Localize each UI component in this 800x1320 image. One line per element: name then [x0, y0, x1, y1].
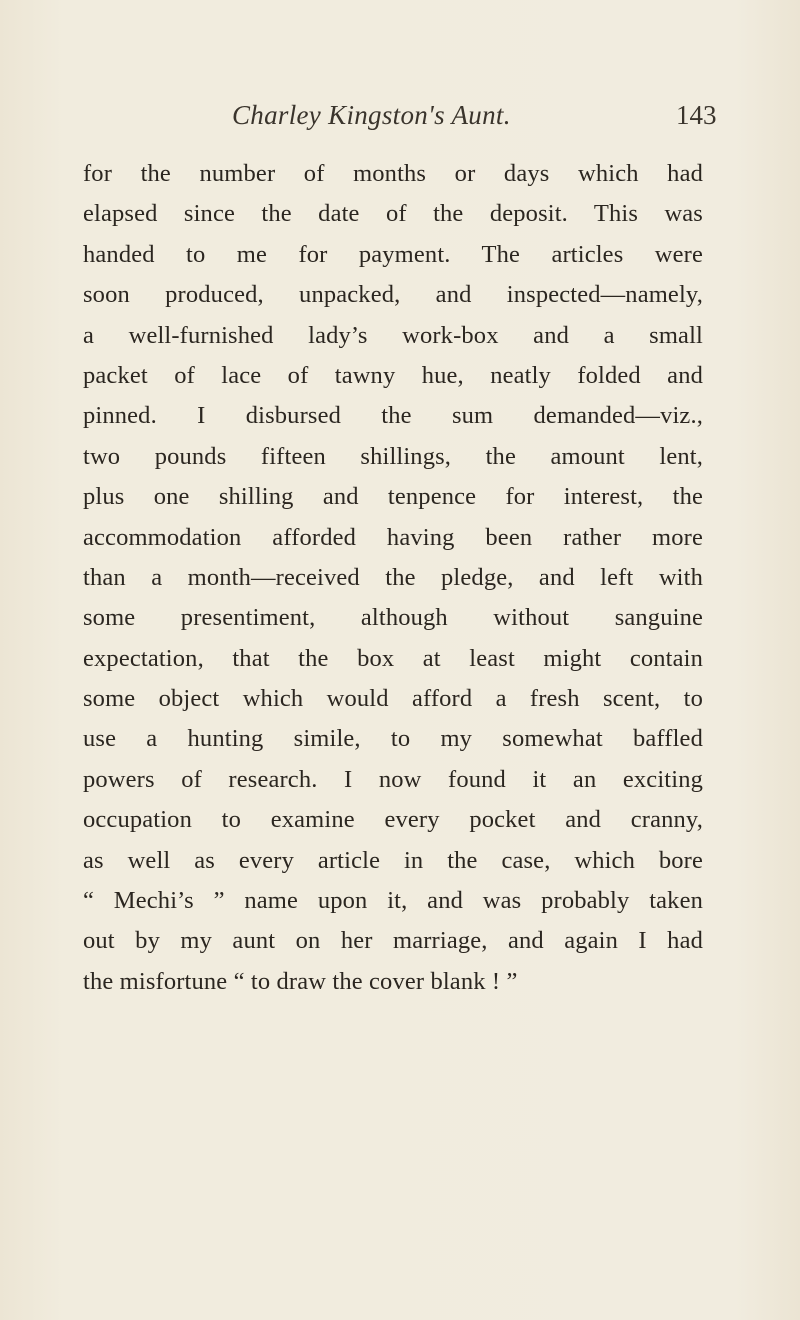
text-line: a well-furnished lady’s work-box and a small	[83, 321, 703, 349]
text-line: use a hunting simile, to my somewhat baffled	[83, 725, 703, 753]
text-line: packet of lace of tawny hue, neatly folded and	[83, 361, 703, 389]
text-line: handed to me for payment. The articles were	[83, 240, 703, 268]
body-text	[83, 154, 703, 1002]
text-line: two pounds fifteen shillings, the amount lent,	[83, 442, 703, 470]
running-title: Charley Kingston's Aunt.	[232, 100, 511, 130]
text-line: elapsed since the date of the deposit. This was	[83, 200, 703, 228]
text-line: occupation to examine every pocket and cranny,	[83, 806, 703, 834]
text-line: some presentiment, although without sanguine	[83, 604, 703, 632]
text-line: accommodation afforded having been rather more	[83, 523, 703, 551]
text-line: pinned. I disbursed the sum demanded—viz.,	[83, 402, 703, 430]
page-number: 143	[676, 100, 717, 130]
text-line: soon produced, unpacked, and inspected—namely,	[83, 281, 703, 309]
text-line: plus one shilling and tenpence for interest, the	[83, 483, 703, 511]
text-line: out by my aunt on her marriage, and again I had	[83, 927, 703, 955]
text-line: expectation, that the box at least might contain	[83, 644, 703, 672]
text-line: as well as every article in the case, which bore	[83, 846, 703, 874]
text-line: “ Mechi’s ” name upon it, and was probably taken	[83, 887, 703, 915]
text-line-last: the misfortune “ to draw the cover blank ! ”	[83, 967, 518, 995]
text-line: some object which would afford a fresh scent, to	[83, 685, 703, 713]
text-line: for the number of months or days which had	[83, 160, 703, 187]
text-line: powers of research. I now found it an exciting	[83, 765, 703, 793]
text-line: than a month—received the pledge, and left with	[83, 563, 703, 591]
running-head	[0, 100, 800, 140]
